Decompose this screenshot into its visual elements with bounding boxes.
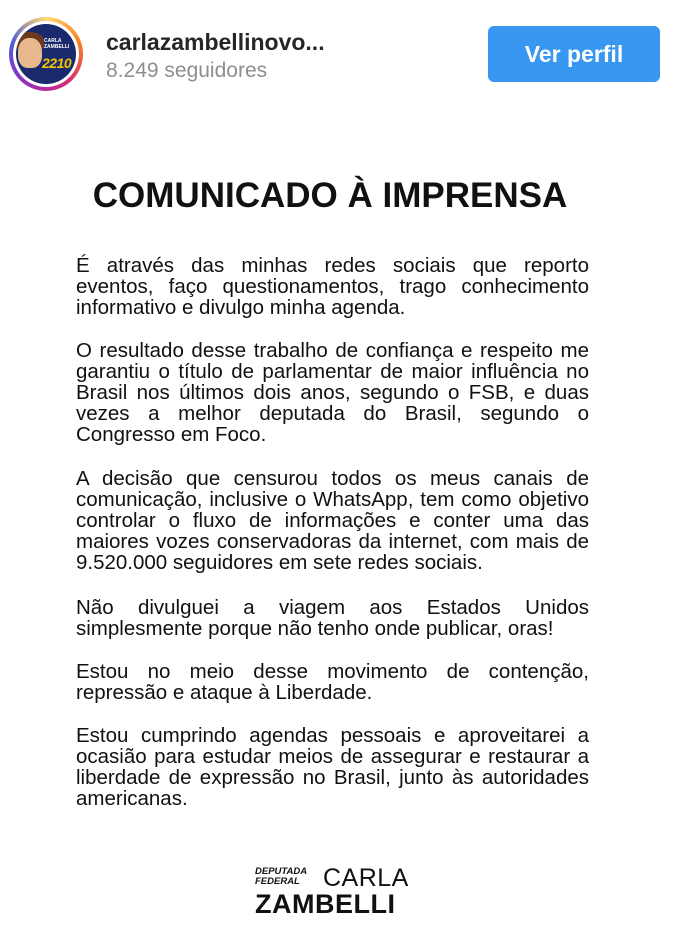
avatar-line2: ZAMBELLI: [44, 44, 70, 50]
signature-title-2: FEDERAL: [255, 876, 300, 887]
avatar-text: [44, 38, 69, 50]
avatar-number: 2210: [42, 55, 72, 71]
username-link[interactable]: carlazambellinovo...: [106, 29, 325, 55]
paragraph-6: Estou cumprindo agendas pessoais e aproveitarei a ocasião para estudar meios de assegurar e restaurar a liberdade de expressão no Brasil, junto às autoridades americanas.: [76, 724, 589, 810]
avatar-frame: [13, 21, 79, 87]
avatar-line1: CARLA: [44, 38, 62, 44]
press-release-title: COMUNICADO À IMPRENSA: [92, 176, 568, 215]
follower-count: 8.249 seguidores: [106, 59, 268, 82]
post-header: [0, 0, 674, 110]
avatar-image: [16, 24, 76, 84]
paragraph-4: Não divulguei a viagem aos Estados Unidos simplesmente porque não tenho onde publicar, oras!: [76, 596, 589, 640]
avatar-face: [18, 38, 42, 68]
paragraph-1: É através das minhas redes sociais que reporto eventos, faço questionamentos, trago conhecimento informativo e divulgo minha agenda.: [76, 254, 589, 319]
signature-last-name: ZAMBELLI: [255, 889, 396, 919]
avatar[interactable]: [9, 17, 83, 91]
paragraph-2: O resultado desse trabalho de confiança e respeito me garantiu o título de parlamentar de maior influência no Brasil nos últimos dois anos, segundo o FSB, e duas vezes a melhor deputada do Brasil, segundo o Congresso em Foco.: [76, 339, 589, 446]
paragraph-5: Estou no meio desse movimento de contenção, repressão e ataque à Liberdade.: [76, 660, 589, 704]
signature-title-1: DEPUTADA: [255, 866, 308, 877]
signature-logo: [255, 864, 415, 919]
view-profile-button[interactable]: Ver perfil: [488, 26, 660, 82]
signature-first-name: CARLA: [323, 864, 409, 892]
paragraph-3: A decisão que censurou todos os meus canais de comunicação, inclusive o WhatsApp, tem como objetivo controlar o fluxo de informações e conter uma das maiores vozes conservadoras da internet, com mais de 9.520.000 seguidores em sete redes sociais.: [76, 467, 589, 574]
